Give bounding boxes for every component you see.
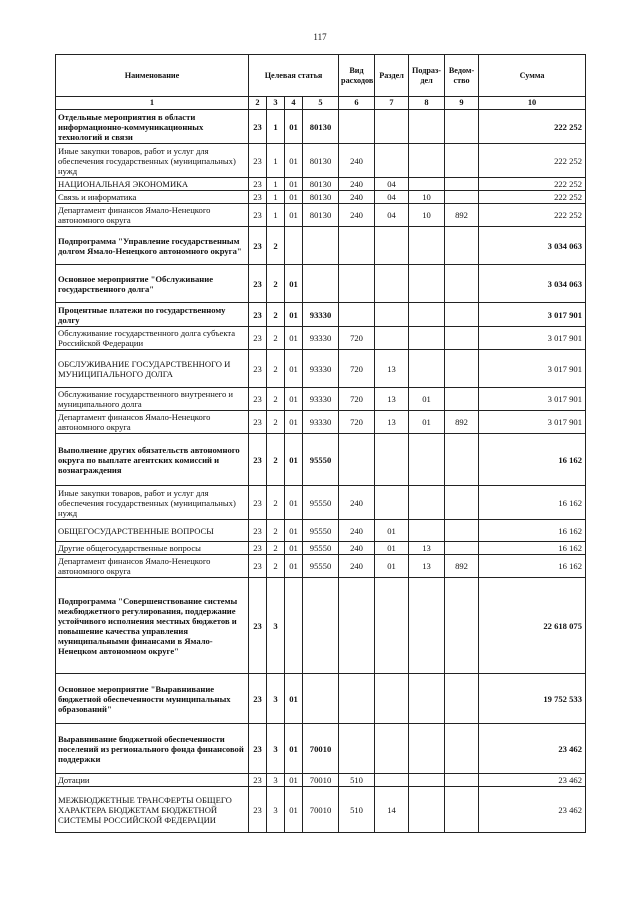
expense-type-cell: 720: [339, 388, 375, 411]
department-cell: [445, 110, 479, 144]
row-name: Отдельные мероприятия в области информационно-коммуникационных технологий и связи: [56, 110, 249, 144]
subsection-cell: [409, 787, 445, 833]
target-code-direction: 93330: [303, 350, 339, 388]
section-cell: 13: [375, 411, 409, 434]
expense-type-cell: 240: [339, 178, 375, 191]
target-code-activity: 01: [285, 555, 303, 578]
target-code-direction: [303, 578, 339, 674]
section-cell: 01: [375, 520, 409, 542]
table-row: [56, 542, 586, 555]
target-code-program: 23: [249, 674, 267, 724]
column-number: 4: [285, 97, 303, 110]
column-number: 2: [249, 97, 267, 110]
table-body: [56, 110, 586, 833]
header-sum: Сумма: [479, 55, 586, 97]
target-code-program: 23: [249, 227, 267, 265]
table-row: [56, 434, 586, 486]
target-code-direction: 93330: [303, 327, 339, 350]
target-code-subprogram: 2: [267, 303, 285, 327]
column-number: 1: [56, 97, 249, 110]
row-name: Основное мероприятие "Обслуживание государственного долга": [56, 265, 249, 303]
target-code-subprogram: 3: [267, 787, 285, 833]
department-cell: [445, 350, 479, 388]
target-code-direction: [303, 265, 339, 303]
row-name: НАЦИОНАЛЬНАЯ ЭКОНОМИКА: [56, 178, 249, 191]
subsection-cell: [409, 674, 445, 724]
target-code-program: 23: [249, 486, 267, 520]
target-code-activity: 01: [285, 411, 303, 434]
sum-cell: 3 034 063: [479, 265, 586, 303]
table-row: [56, 191, 586, 204]
column-number: 10: [479, 97, 586, 110]
sum-cell: 23 462: [479, 787, 586, 833]
row-name: Основное мероприятие "Выравнивание бюджетной обеспеченности муниципальных образований": [56, 674, 249, 724]
target-code-program: 23: [249, 350, 267, 388]
target-code-activity: 01: [285, 303, 303, 327]
subsection-cell: [409, 520, 445, 542]
row-name: Выравнивание бюджетной обеспеченности поселений из регионального фонда финансовой поддержки: [56, 724, 249, 774]
expense-type-cell: [339, 674, 375, 724]
expense-type-cell: [339, 265, 375, 303]
table-row: [56, 144, 586, 178]
department-cell: [445, 434, 479, 486]
table-row: [56, 388, 586, 411]
sum-cell: 23 462: [479, 724, 586, 774]
target-code-subprogram: 2: [267, 350, 285, 388]
target-code-program: 23: [249, 191, 267, 204]
target-code-direction: 80130: [303, 191, 339, 204]
expense-type-cell: 720: [339, 350, 375, 388]
sum-cell: 16 162: [479, 520, 586, 542]
expense-type-cell: 510: [339, 774, 375, 787]
expense-type-cell: 240: [339, 542, 375, 555]
section-cell: 13: [375, 388, 409, 411]
sum-cell: 3 017 901: [479, 303, 586, 327]
section-cell: [375, 227, 409, 265]
table-row: [56, 110, 586, 144]
target-code-program: 23: [249, 578, 267, 674]
sum-cell: 3 034 063: [479, 227, 586, 265]
table-row: [56, 520, 586, 542]
target-code-subprogram: 1: [267, 191, 285, 204]
target-code-activity: 01: [285, 110, 303, 144]
target-code-subprogram: 2: [267, 388, 285, 411]
table-row: [56, 724, 586, 774]
target-code-program: 23: [249, 520, 267, 542]
section-cell: [375, 724, 409, 774]
expense-type-cell: [339, 434, 375, 486]
subsection-cell: [409, 434, 445, 486]
target-code-activity: 01: [285, 724, 303, 774]
expense-type-cell: 240: [339, 520, 375, 542]
target-code-subprogram: 1: [267, 178, 285, 191]
section-cell: [375, 578, 409, 674]
row-name: Обслуживание государственного долга субъекта Российской Федерации: [56, 327, 249, 350]
row-name: Процентные платежи по государственному долгу: [56, 303, 249, 327]
target-code-program: 23: [249, 774, 267, 787]
header-row: [56, 55, 586, 97]
target-code-program: 23: [249, 327, 267, 350]
header-name: Наименование: [56, 55, 249, 97]
target-code-program: 23: [249, 303, 267, 327]
target-code-program: 23: [249, 110, 267, 144]
target-code-subprogram: 2: [267, 520, 285, 542]
column-number: 7: [375, 97, 409, 110]
target-code-activity: 01: [285, 144, 303, 178]
section-cell: 01: [375, 555, 409, 578]
section-cell: 13: [375, 350, 409, 388]
expense-type-cell: [339, 724, 375, 774]
sum-cell: 222 252: [479, 191, 586, 204]
section-cell: [375, 265, 409, 303]
target-code-subprogram: 1: [267, 110, 285, 144]
column-number: 6: [339, 97, 375, 110]
expense-type-cell: 720: [339, 411, 375, 434]
expense-type-cell: 240: [339, 204, 375, 227]
section-cell: 04: [375, 204, 409, 227]
target-code-program: 23: [249, 144, 267, 178]
target-code-subprogram: 2: [267, 542, 285, 555]
expense-type-cell: 240: [339, 191, 375, 204]
table-row: [56, 411, 586, 434]
target-code-direction: [303, 674, 339, 724]
expense-type-cell: [339, 227, 375, 265]
target-code-activity: 01: [285, 204, 303, 227]
table-row: [56, 204, 586, 227]
target-code-subprogram: 1: [267, 144, 285, 178]
target-code-activity: 01: [285, 787, 303, 833]
target-code-program: 23: [249, 178, 267, 191]
target-code-program: 23: [249, 542, 267, 555]
target-code-activity: 01: [285, 327, 303, 350]
target-code-direction: 70010: [303, 774, 339, 787]
sum-cell: 16 162: [479, 486, 586, 520]
target-code-subprogram: 3: [267, 724, 285, 774]
sum-cell: 3 017 901: [479, 327, 586, 350]
row-name: Иные закупки товаров, работ и услуг для обеспечения государственных (муниципальных) нужд: [56, 486, 249, 520]
header-expense-type: Вид расходов: [339, 55, 375, 97]
target-code-direction: 70010: [303, 724, 339, 774]
header-target: Целевая статья: [249, 55, 339, 97]
column-number: 5: [303, 97, 339, 110]
target-code-direction: [303, 227, 339, 265]
department-cell: [445, 227, 479, 265]
target-code-subprogram: 2: [267, 555, 285, 578]
target-code-direction: 70010: [303, 787, 339, 833]
row-name: Подпрограмма "Совершенствование системы межбюджетного регулирования, поддержание устойчивого исполнения местных бюджетов и повышение качества управления муниципальными финансами в Ямало-Ненецком автономном округе": [56, 578, 249, 674]
department-cell: 892: [445, 204, 479, 227]
section-cell: 04: [375, 178, 409, 191]
subsection-cell: 01: [409, 411, 445, 434]
department-cell: [445, 774, 479, 787]
department-cell: [445, 724, 479, 774]
target-code-subprogram: 3: [267, 578, 285, 674]
target-code-activity: 01: [285, 350, 303, 388]
table-row: [56, 265, 586, 303]
subsection-cell: [409, 265, 445, 303]
table-row: [56, 327, 586, 350]
section-cell: [375, 674, 409, 724]
sum-cell: 16 162: [479, 555, 586, 578]
column-number: 9: [445, 97, 479, 110]
target-code-subprogram: 2: [267, 434, 285, 486]
expense-type-cell: 510: [339, 787, 375, 833]
header-subsection: Подраз-дел: [409, 55, 445, 97]
sum-cell: 19 752 533: [479, 674, 586, 724]
department-cell: [445, 542, 479, 555]
subsection-cell: [409, 110, 445, 144]
sum-cell: 22 618 075: [479, 578, 586, 674]
expense-type-cell: 240: [339, 555, 375, 578]
department-cell: [445, 327, 479, 350]
department-cell: [445, 578, 479, 674]
target-code-program: 23: [249, 204, 267, 227]
target-code-direction: 93330: [303, 411, 339, 434]
department-cell: [445, 674, 479, 724]
target-code-direction: 93330: [303, 303, 339, 327]
subsection-cell: [409, 774, 445, 787]
target-code-subprogram: 2: [267, 227, 285, 265]
target-code-activity: 01: [285, 388, 303, 411]
row-name: Департамент финансов Ямало-Ненецкого автономного округа: [56, 204, 249, 227]
department-cell: [445, 303, 479, 327]
sum-cell: 222 252: [479, 110, 586, 144]
column-number: 8: [409, 97, 445, 110]
column-number: 3: [267, 97, 285, 110]
table-row: [56, 774, 586, 787]
section-cell: 01: [375, 542, 409, 555]
target-code-direction: 93330: [303, 388, 339, 411]
target-code-program: 23: [249, 724, 267, 774]
subsection-cell: [409, 350, 445, 388]
department-cell: [445, 388, 479, 411]
target-code-program: 23: [249, 787, 267, 833]
row-name: Связь и информатика: [56, 191, 249, 204]
target-code-subprogram: 3: [267, 674, 285, 724]
department-cell: [445, 191, 479, 204]
subsection-cell: [409, 578, 445, 674]
page-number: 117: [313, 32, 327, 42]
subsection-cell: [409, 227, 445, 265]
target-code-direction: 95550: [303, 486, 339, 520]
section-cell: [375, 327, 409, 350]
department-cell: [445, 486, 479, 520]
row-name: Обслуживание государственного внутреннего и муниципального долга: [56, 388, 249, 411]
table-row: [56, 555, 586, 578]
subsection-cell: [409, 178, 445, 191]
row-name: Иные закупки товаров, работ и услуг для обеспечения государственных (муниципальных) нужд: [56, 144, 249, 178]
expense-type-cell: 720: [339, 327, 375, 350]
target-code-activity: 01: [285, 178, 303, 191]
subsection-cell: 10: [409, 191, 445, 204]
target-code-program: 23: [249, 434, 267, 486]
target-code-activity: 01: [285, 486, 303, 520]
row-name: Департамент финансов Ямало-Ненецкого автономного округа: [56, 555, 249, 578]
section-cell: 04: [375, 191, 409, 204]
target-code-subprogram: 2: [267, 411, 285, 434]
row-name: МЕЖБЮДЖЕТНЫЕ ТРАНСФЕРТЫ ОБЩЕГО ХАРАКТЕРА БЮДЖЕТАМ БЮДЖЕТНОЙ СИСТЕМЫ РОССИЙСКОЙ ФЕДЕРАЦИИ: [56, 787, 249, 833]
expense-type-cell: 240: [339, 144, 375, 178]
target-code-subprogram: 2: [267, 486, 285, 520]
row-name: ОБЩЕГОСУДАРСТВЕННЫЕ ВОПРОСЫ: [56, 520, 249, 542]
target-code-activity: 01: [285, 542, 303, 555]
row-name: Дотации: [56, 774, 249, 787]
target-code-subprogram: 3: [267, 774, 285, 787]
subsection-cell: [409, 724, 445, 774]
section-cell: [375, 486, 409, 520]
target-code-activity: [285, 578, 303, 674]
row-name: Подпрограмма "Управление государственным долгом Ямало-Ненецкого автономного округа": [56, 227, 249, 265]
target-code-activity: 01: [285, 265, 303, 303]
target-code-program: 23: [249, 411, 267, 434]
subsection-cell: 13: [409, 555, 445, 578]
subsection-cell: [409, 327, 445, 350]
department-cell: 892: [445, 411, 479, 434]
target-code-direction: 80130: [303, 178, 339, 191]
target-code-activity: 01: [285, 674, 303, 724]
subsection-cell: [409, 144, 445, 178]
section-cell: [375, 434, 409, 486]
target-code-activity: 01: [285, 774, 303, 787]
department-cell: [445, 787, 479, 833]
sum-cell: 16 162: [479, 434, 586, 486]
expense-type-cell: 240: [339, 486, 375, 520]
table-row: [56, 578, 586, 674]
sum-cell: 3 017 901: [479, 350, 586, 388]
table-row: [56, 350, 586, 388]
subsection-cell: [409, 303, 445, 327]
header-department: Ведом-ство: [445, 55, 479, 97]
header-section: Раздел: [375, 55, 409, 97]
target-code-subprogram: 1: [267, 204, 285, 227]
subsection-cell: 10: [409, 204, 445, 227]
target-code-subprogram: 2: [267, 265, 285, 303]
target-code-program: 23: [249, 555, 267, 578]
target-code-direction: 95550: [303, 434, 339, 486]
target-code-direction: 80130: [303, 110, 339, 144]
row-name: Департамент финансов Ямало-Ненецкого автономного округа: [56, 411, 249, 434]
target-code-program: 23: [249, 388, 267, 411]
department-cell: [445, 144, 479, 178]
target-code-subprogram: 2: [267, 327, 285, 350]
row-name: ОБСЛУЖИВАНИЕ ГОСУДАРСТВЕННОГО И МУНИЦИПАЛЬНОГО ДОЛГА: [56, 350, 249, 388]
table-row: [56, 178, 586, 191]
target-code-direction: 80130: [303, 144, 339, 178]
target-code-activity: 01: [285, 191, 303, 204]
subsection-cell: 01: [409, 388, 445, 411]
target-code-activity: 01: [285, 434, 303, 486]
sum-cell: 3 017 901: [479, 411, 586, 434]
budget-table: [55, 54, 586, 833]
table-row: [56, 227, 586, 265]
department-cell: 892: [445, 555, 479, 578]
row-name: Другие общегосударственные вопросы: [56, 542, 249, 555]
target-code-program: 23: [249, 265, 267, 303]
table-row: [56, 486, 586, 520]
expense-type-cell: [339, 110, 375, 144]
target-code-direction: 95550: [303, 555, 339, 578]
section-cell: [375, 110, 409, 144]
target-code-direction: 95550: [303, 542, 339, 555]
subsection-cell: [409, 486, 445, 520]
department-cell: [445, 520, 479, 542]
sum-cell: 3 017 901: [479, 388, 586, 411]
sum-cell: 222 252: [479, 204, 586, 227]
row-name: Выполнение других обязательств автономного округа по выплате агентских комиссий и вознаграждения: [56, 434, 249, 486]
subsection-cell: 13: [409, 542, 445, 555]
target-code-direction: 80130: [303, 204, 339, 227]
department-cell: [445, 265, 479, 303]
section-cell: 14: [375, 787, 409, 833]
target-code-activity: [285, 227, 303, 265]
expense-type-cell: [339, 578, 375, 674]
expense-type-cell: [339, 303, 375, 327]
target-code-direction: 95550: [303, 520, 339, 542]
table-row: [56, 303, 586, 327]
sum-cell: 222 252: [479, 144, 586, 178]
department-cell: [445, 178, 479, 191]
target-code-activity: 01: [285, 520, 303, 542]
table-row: [56, 787, 586, 833]
sum-cell: 222 252: [479, 178, 586, 191]
section-cell: [375, 303, 409, 327]
section-cell: [375, 774, 409, 787]
table-row: [56, 674, 586, 724]
column-number-row: [56, 97, 586, 110]
sum-cell: 16 162: [479, 542, 586, 555]
sum-cell: 23 462: [479, 774, 586, 787]
section-cell: [375, 144, 409, 178]
